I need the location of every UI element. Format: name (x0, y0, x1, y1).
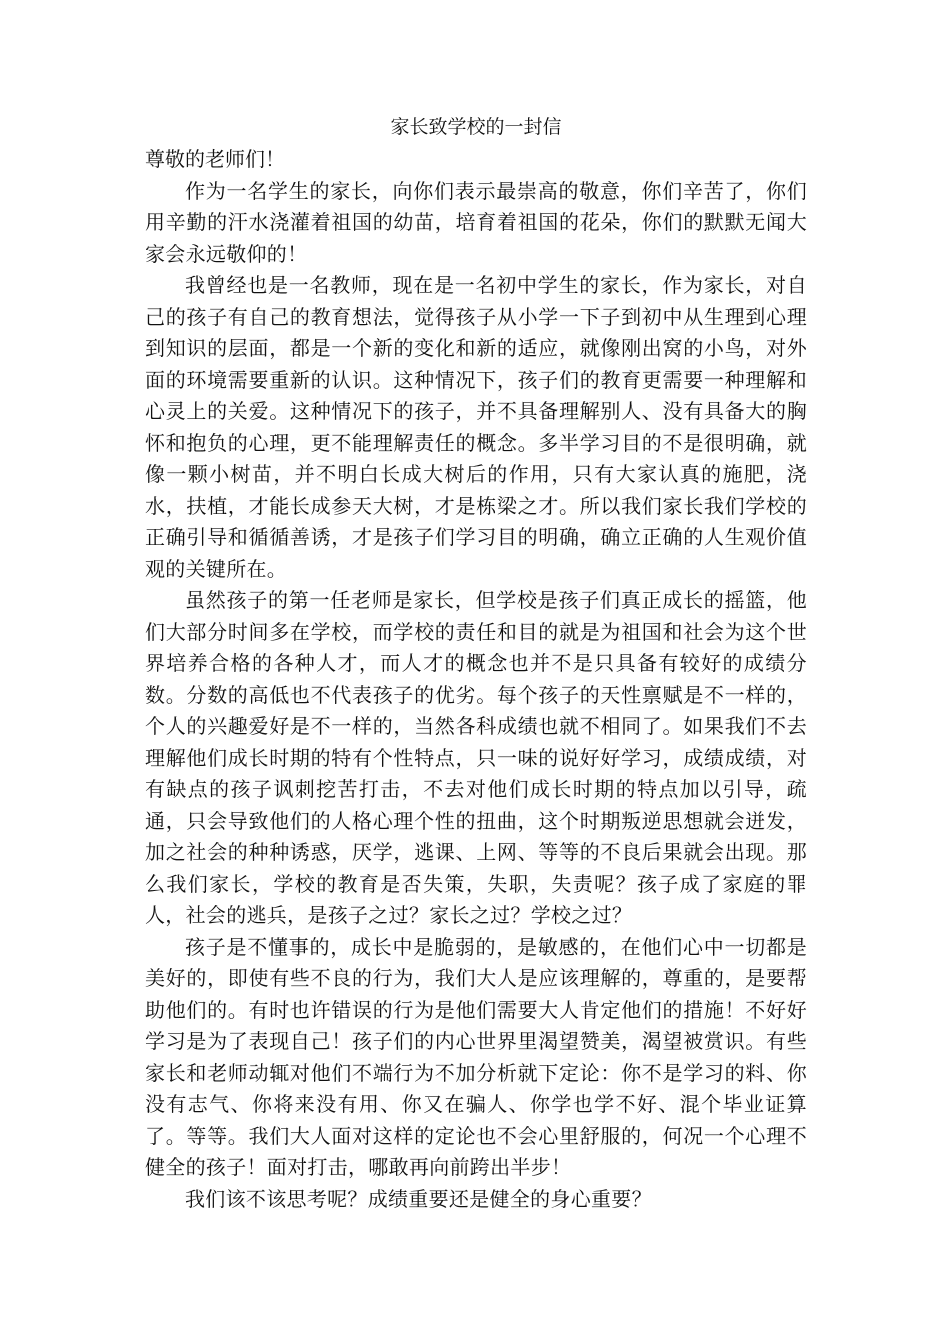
letter-title: 家长致学校的一封信 (390, 116, 562, 138)
letter-salutation: 尊敬的老师们！ (145, 147, 285, 171)
paragraph-1: 作为一名学生的家长，向你们表示最崇高的敬意，你们辛苦了，你们用辛勤的汗水浇灌着祖国的幼苗，培育着祖国的花朵，你们的默默无闻大家会永远敬仰的！ (145, 178, 807, 266)
letter-body (145, 110, 807, 1215)
paragraph-4: 孩子是不懂事的，成长中是脆弱的，是敏感的，在他们心中一切都是美好的，即使有些不良的行为，我们大人是应该理解的，尊重的，是要帮助他们的。有时也许错误的行为是他们需要大人肯定他们的措施！不好好学习是为了表现自己！孩子们的内心世界里渴望赞美，渴望被赏识。有些家长和老师动辄对他们不端行为不加分析就下定论：你不是学习的料、你没有志气、你将来没有用、你又在骗人、你学也学不好、混个毕业证算了。等等。我们大人面对这样的定论也不会心里舒服的，何况一个心理不健全的孩子！面对打击，哪敢再向前跨出半步！ (145, 934, 807, 1179)
paragraph-2: 我曾经也是一名教师，现在是一名初中学生的家长，作为家长，对自己的孩子有自己的教育想法，觉得孩子从小学一下子到初中从生理到心理到知识的层面，都是一个新的变化和新的适应，就像刚出窝的小鸟，对外面的环境需要重新的认识。这种情况下，孩子们的教育更需要一种理解和心灵上的关爱。这种情况下的孩子，并不具备理解别人、没有具备大的胸怀和抱负的心理，更不能理解责任的概念。多半学习目的不是很明确，就像一颗小树苗，并不明白长成大树后的作用，只有大家认真的施肥，浇水，扶植，才能长成参天大树，才是栋梁之才。所以我们家长我们学校的正确引导和循循善诱，才是孩子们学习目的明确，确立正确的人生观价值观的关键所在。 (145, 273, 807, 581)
paragraph-3: 虽然孩子的第一任老师是家长，但学校是孩子们真正成长的摇篮，他们大部分时间多在学校，而学校的责任和目的就是为祖国和社会为这个世界培养合格的各种人才，而人才的概念也并不是只具备有较好的成绩分数。分数的高低也不代表孩子的优劣。每个孩子的天性禀赋是不一样的，个人的兴趣爱好是不一样的，当然各科成绩也就不相同了。如果我们不去理解他们成长时期的特有个性特点，只一味的说好好学习，成绩成绩，对有缺点的孩子讽刺挖苦打击，不去对他们成长时期的特点加以引导，疏通，只会导致他们的人格心理个性的扭曲，这个时期叛逆思想就会迸发，加之社会的种种诱惑，厌学，逃课、上网、等等的不良后果就会出现。那么我们家长，学校的教育是否失策，失职，失责呢？孩子成了家庭的罪人，社会的逃兵，是孩子之过？家长之过？学校之过？ (145, 588, 807, 927)
paragraph-5: 我们该不该思考呢？成绩重要还是健全的身心重要？ (185, 1186, 652, 1211)
